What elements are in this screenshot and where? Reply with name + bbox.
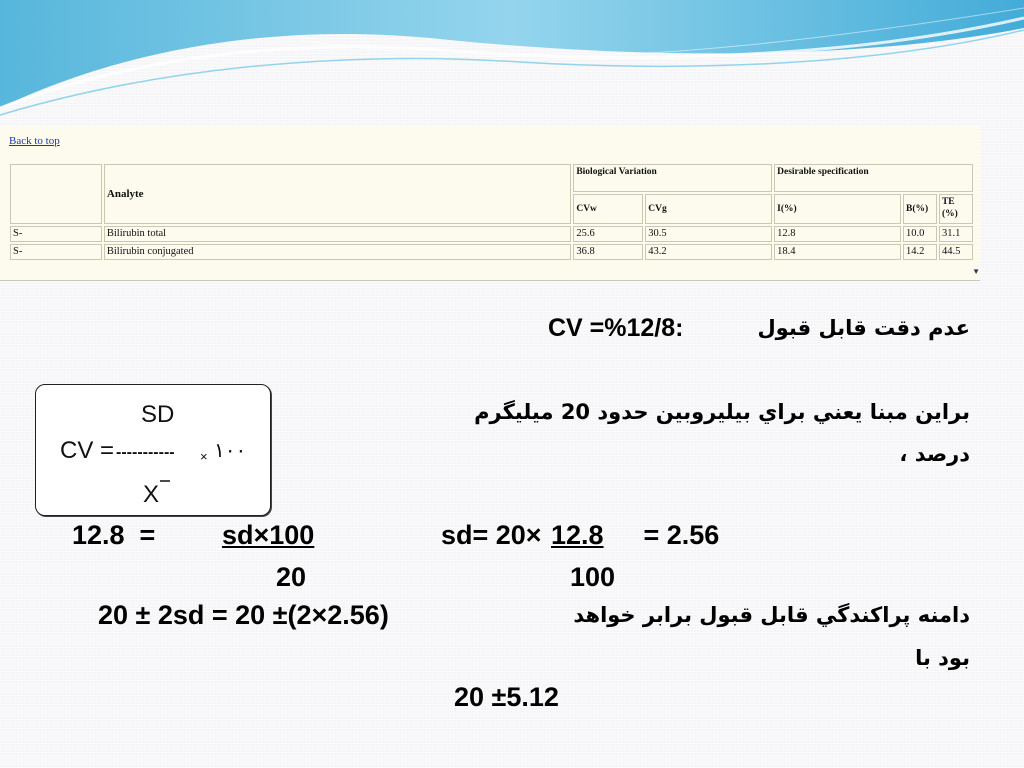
cell-te: 31.1 <box>939 226 973 242</box>
formula-hundred: ١٠٠ <box>214 438 247 462</box>
cell-system: S- <box>10 226 102 242</box>
equation-left-prefix: 12.8 = <box>72 520 156 550</box>
equation-right-numerator: 12.8 <box>551 520 604 550</box>
formula-xbar: X <box>143 481 160 508</box>
formula-dashes: ----------- <box>116 444 175 461</box>
equation-right-prefix: sd= 20× <box>441 520 542 550</box>
header-wave-decoration <box>0 0 1024 120</box>
header-biological-variation: Biological Variation <box>573 164 772 192</box>
header-cvw: CVw <box>573 194 643 224</box>
line-bood-ba: بود با <box>915 646 970 670</box>
equation-left-denominator: 20 <box>276 562 307 592</box>
cell-analyte: Bilirubin conjugated <box>104 244 571 260</box>
header-empty-cell <box>10 164 102 224</box>
equation-left-numerator: sd×100 <box>222 520 315 550</box>
range-equation: 20 ± 2sd = 20 ±(2×2.56) <box>98 600 389 630</box>
header-desirable-specification: Desirable specification <box>774 164 973 192</box>
range-persian: دامنه پراكندگي قابل قبول برابر خواهد <box>573 603 970 627</box>
cv-formula-image <box>35 384 271 516</box>
cell-te: 44.5 <box>939 244 973 260</box>
biological-variation-table-screenshot <box>0 126 980 281</box>
back-to-top-link[interactable]: Back to top <box>9 135 60 147</box>
equation-right-denominator: 100 <box>570 562 616 592</box>
scroll-down-arrow-icon: ▼ <box>972 267 980 276</box>
header-i: I(%) <box>774 194 901 224</box>
header-b: B(%) <box>903 194 937 224</box>
cell-cvw: 25.6 <box>573 226 643 242</box>
header-analyte: Analyte <box>104 164 571 224</box>
cell-cvg: 30.5 <box>645 226 772 242</box>
cv-formula-drawing <box>36 385 270 515</box>
formula-sd: SD <box>141 401 175 428</box>
formula-cv-prefix: CV = <box>60 437 115 464</box>
cell-i: 18.4 <box>774 244 901 260</box>
cell-cvw: 36.8 <box>573 244 643 260</box>
table-row <box>10 244 973 260</box>
line1-cv-value: CV =%12/8: <box>548 314 684 342</box>
cell-cvg: 43.2 <box>645 244 772 260</box>
formula-times: × <box>200 449 208 464</box>
cell-analyte: Bilirubin total <box>104 226 571 242</box>
line2-persian: براين مبنا يعني براي بيليروبين حدود 20 ميليگرم <box>474 400 970 424</box>
biological-variation-table <box>8 162 975 262</box>
table-row <box>10 226 973 242</box>
cell-b: 10.0 <box>903 226 937 242</box>
header-te: TE (%) <box>939 194 973 224</box>
cell-i: 12.8 <box>774 226 901 242</box>
line1-persian: عدم دقت قابل قبول <box>757 316 970 340</box>
final-range-result: 20 ±5.12 <box>454 682 559 712</box>
equation-right-result: = 2.56 <box>636 520 720 550</box>
cell-system: S- <box>10 244 102 260</box>
header-cvg: CVg <box>645 194 772 224</box>
line3-persian: درصد ، <box>899 442 970 466</box>
cell-b: 14.2 <box>903 244 937 260</box>
